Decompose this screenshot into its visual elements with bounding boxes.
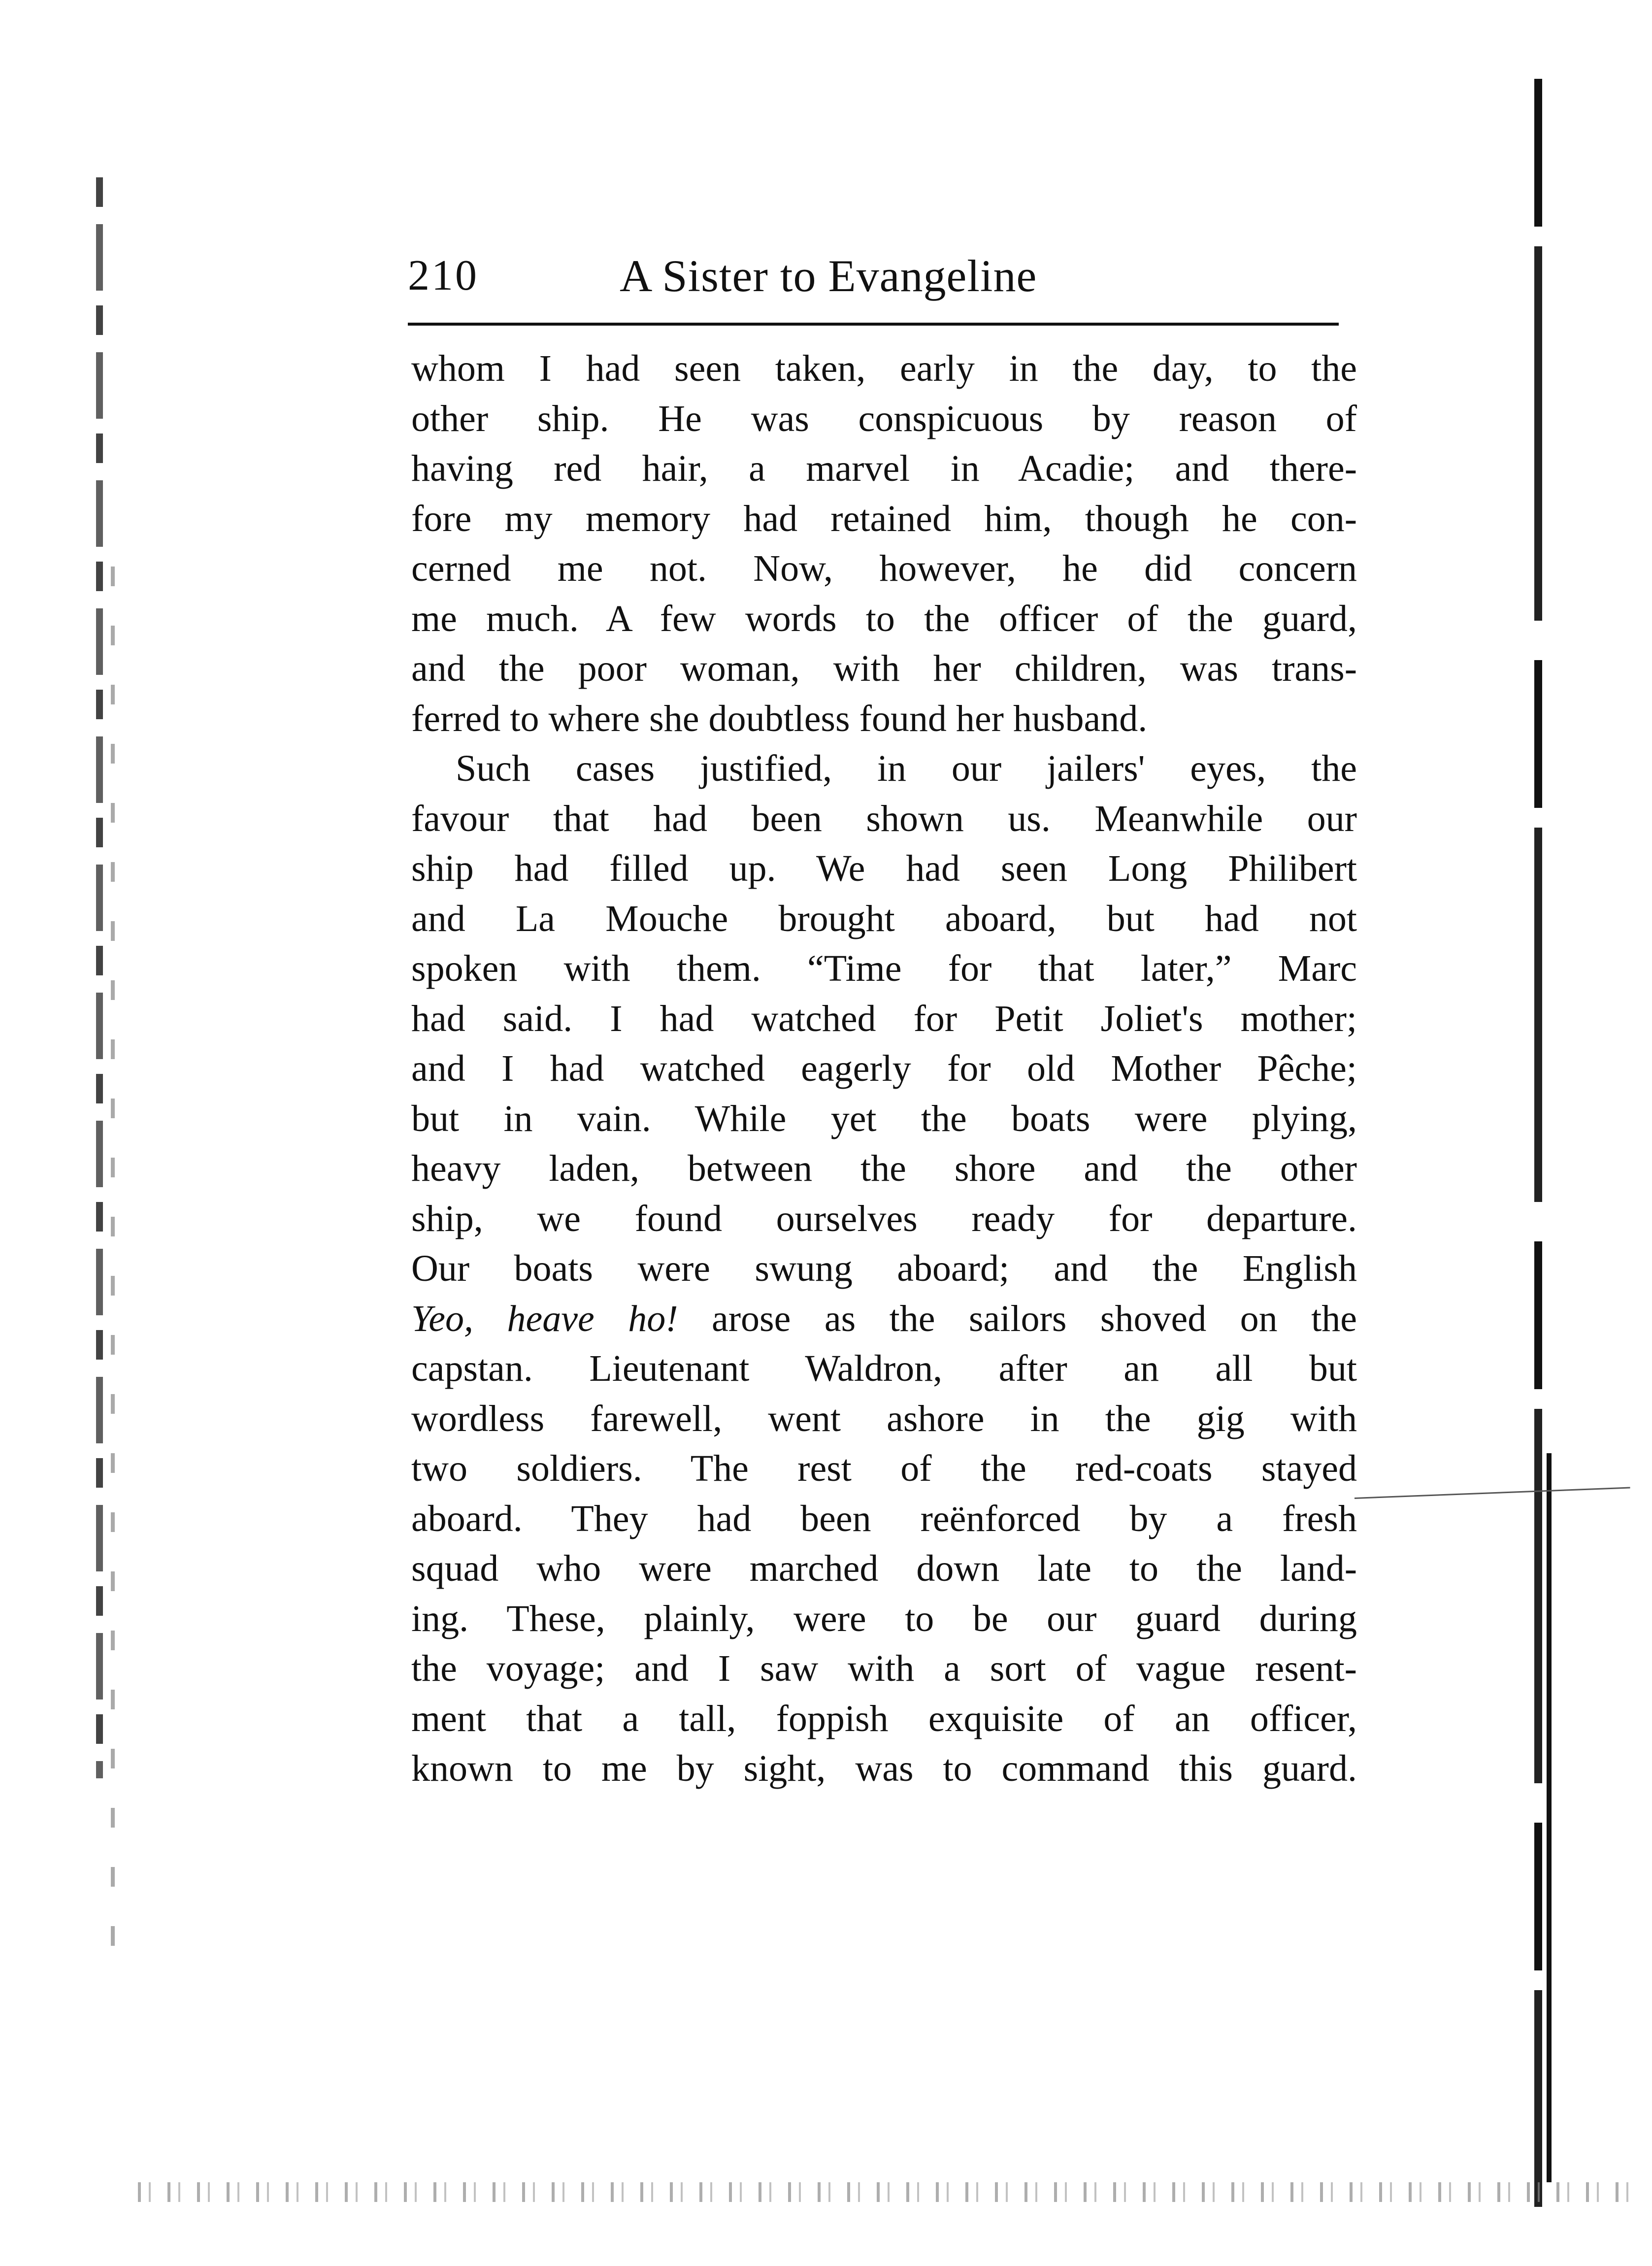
scan-binding-edge-left-inner — [111, 566, 115, 1946]
text-line: Such cases justified, in our jailers' eyes, the — [456, 748, 1357, 789]
text-line: had said. I had watched for Petit Joliet's mother; — [411, 998, 1357, 1039]
scan-stray-line — [1355, 1487, 1630, 1499]
text-line: wordless farewell, went ashore in the gig with — [411, 1398, 1357, 1439]
text-line: whom I had seen taken, early in the day, to the — [411, 348, 1357, 389]
text-line-rest: arose as the sailors shoved on the — [712, 1298, 1357, 1339]
text-line: ing. These, plainly, were to be our guard during — [411, 1598, 1357, 1639]
text-line: known to me by sight, was to command this guard. — [411, 1748, 1357, 1789]
text-line: heavy laden, between the shore and the other — [411, 1148, 1357, 1189]
text-line-with-italic — [411, 1294, 1357, 1344]
text-line: favour that had been shown us. Meanwhile our — [411, 798, 1357, 839]
text-line: me much. A few words to the officer of the guard, — [411, 598, 1357, 639]
text-line: capstan. Lieutenant Waldron, after an all but — [411, 1348, 1357, 1389]
text-line: and the poor woman, with her children, was trans- — [411, 648, 1357, 689]
scan-bottom-noise — [138, 2182, 1635, 2202]
italic-phrase: Yeo, heave ho! — [411, 1298, 678, 1339]
text-line: the voyage; and I saw with a sort of vague resent- — [411, 1648, 1357, 1689]
scan-binding-edge-right — [1534, 79, 1542, 2207]
text-line: and I had watched eagerly for old Mother Pêche; — [411, 1048, 1357, 1089]
text-line: squad who were marched down late to the land- — [411, 1548, 1357, 1589]
page-header — [408, 246, 1338, 305]
text-line: having red hair, a marvel in Acadie; and there- — [411, 448, 1357, 489]
text-line: cerned me not. Now, however, he did concern — [411, 548, 1357, 589]
text-line: ship had filled up. We had seen Long Philibert — [411, 848, 1357, 889]
body-text — [411, 344, 1357, 1794]
text-line: ment that a tall, foppish exquisite of an officer, — [411, 1698, 1357, 1739]
text-line: spoken with them. “Time for that later,” Marc — [411, 948, 1357, 989]
text-line: and La Mouche brought aboard, but had not — [411, 898, 1357, 939]
text-line: ship, we found ourselves ready for departure. — [411, 1198, 1357, 1239]
text-line: Our boats were swung aboard; and the English — [411, 1248, 1357, 1289]
text-line: aboard. They had been reënforced by a fresh — [411, 1498, 1357, 1539]
text-line: ferred to where she doubtless found her husband. — [411, 698, 1148, 739]
header-rule — [408, 323, 1339, 326]
text-line: two soldiers. The rest of the red-coats stayed — [411, 1448, 1357, 1489]
text-line: but in vain. While yet the boats were plying, — [411, 1098, 1357, 1139]
text-line: fore my memory had retained him, though he con- — [411, 498, 1357, 539]
page-number: 210 — [408, 252, 479, 300]
scan-binding-edge-left — [96, 177, 103, 1778]
running-head-title: A Sister to Evangeline — [620, 251, 1037, 301]
text-line: other ship. He was conspicuous by reason of — [411, 398, 1357, 439]
scan-binding-edge-right-lower — [1547, 1453, 1552, 2182]
